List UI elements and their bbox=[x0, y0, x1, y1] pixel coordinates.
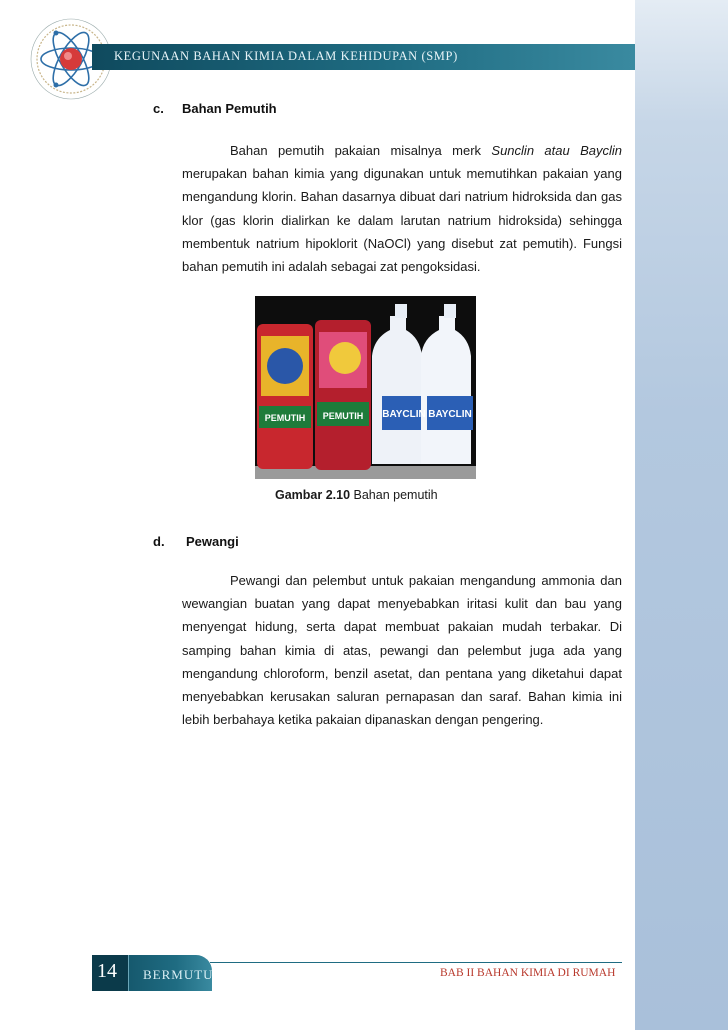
product-label: BAYCLIN bbox=[428, 409, 472, 420]
right-side-bar bbox=[635, 0, 728, 1030]
product-label: BAYCLIN bbox=[382, 409, 426, 420]
footer-program-name: BERMUTU bbox=[143, 967, 214, 982]
figure-caption bbox=[275, 488, 438, 502]
section-c-text-start: Bahan pemutih pakaian misalnya merk bbox=[230, 143, 482, 158]
page-number: 14 bbox=[97, 960, 117, 982]
section-d-paragraph bbox=[182, 569, 622, 731]
running-title: KEGUNAAN BAHAN KIMIA DALAM KEHIDUPAN (SMP) bbox=[114, 49, 458, 63]
bleach-products-photo bbox=[255, 296, 476, 479]
section-c-label: c. bbox=[153, 101, 164, 116]
section-c-title: Bahan Pemutih bbox=[182, 101, 277, 116]
section-d-text: Pewangi dan pelembut untuk pakaian mengandung ammonia dan wewangian buatan yang dapat menyebabkan iritasi kulit dan bau yang menyengat hidung, serta dapat membuat pakaian mudah terbakar. Di samping bahan kimia di atas, pewangi dan pelembut juga ada yang mengandung chloroform, benzil asetat, dan pentana yang diketahui dapat menyebabkan kerusakan saluran pernapasan dan saraf. Bahan kimia ini lebih berbahaya ketika pakaian dipanaskan dengan pengering. bbox=[182, 573, 622, 728]
bleach-bottles-image bbox=[255, 296, 476, 479]
section-c-paragraph bbox=[182, 139, 622, 278]
section-d-title: Pewangi bbox=[186, 534, 239, 549]
figure-caption-text: Bahan pemutih bbox=[350, 488, 438, 502]
footer-chapter-title: BAB II BAHAN KIMIA DI RUMAH bbox=[440, 967, 616, 979]
product-label: PEMUTIH bbox=[264, 413, 306, 423]
product-label: PEMUTIH bbox=[322, 411, 364, 421]
section-d-label: d. bbox=[153, 534, 165, 549]
brand-names: Sunclin atau Bayclin bbox=[491, 143, 622, 158]
section-c-text-rest: merupakan bahan kimia yang digunakan untuk memutihkan pakaian yang mengandung klorin. Bahan dasarnya dibuat dari natrium hidroksida dan gas klor (gas klorin dialirkan ke dalam larutan natrium hidroksida) sehingga membentuk natrium hipoklorit (NaOCl) yang disebut zat pemutih). Fungsi bahan pemutih ini adalah sebagai zat pengoksidasi. bbox=[182, 166, 622, 275]
footer-rule bbox=[210, 962, 622, 963]
figure-number: Gambar 2.10 bbox=[275, 488, 351, 502]
